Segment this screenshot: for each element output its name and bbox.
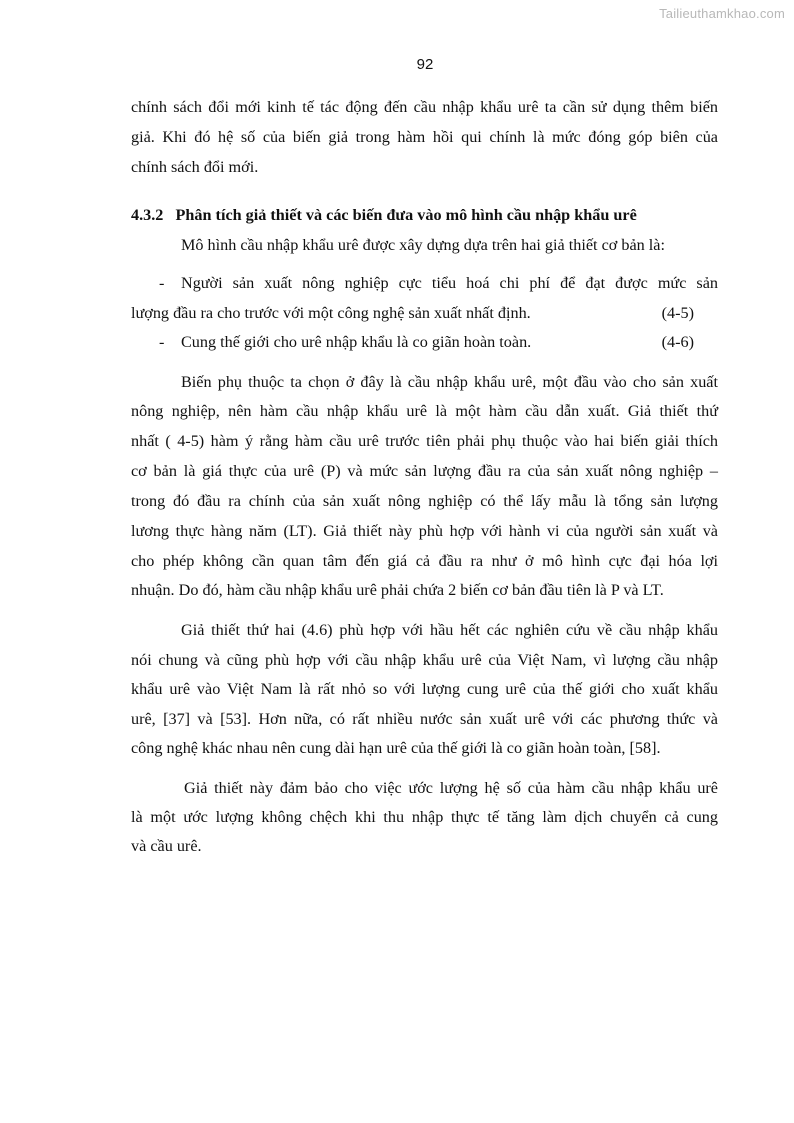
bullet-line [181,332,718,352]
paragraph-line: Biến phụ thuộc ta chọn ở đây là cầu nhập khẩu urê, một đầu vào cho sản xuất [181,373,718,391]
paragraph-line: Giả thiết này đảm bảo cho việc ước lượng hệ số của hàm cầu nhập khẩu urê [184,779,718,797]
paragraph-line: urê, [37] và [53]. Hơn nữa, có rất nhiều nước sản xuất urê với các phương thức và [131,710,718,728]
watermark: Tailieuthamkhao.com [659,6,785,21]
paragraph-line: công nghệ khác nhau nên cung dài hạn urê của thế giới là co giãn hoàn toàn, [58]. [131,739,661,757]
paragraph-line: và cầu urê. [131,837,202,855]
paragraph-line: giả. Khi đó hệ số của biến giả trong hàm hồi qui chính là mức đóng góp biên của [131,128,718,146]
paragraph-line: Giả thiết thứ hai (4.6) phù hợp với hầu hết các nghiên cứu về cầu nhập khẩu [181,621,718,639]
paragraph-line: chính sách đổi mới kinh tế tác động đến cầu nhập khẩu urê ta cần sử dụng thêm biến [131,98,718,116]
page-number: 92 [416,56,434,73]
bullet-text: Cung thế giới cho urê nhập khẩu là co giãn hoàn toàn. [181,333,532,351]
paragraph-line: là một ước lượng không chệch khi thu nhập thực tế tăng làm dịch chuyển cả cung [131,808,718,826]
bullet-line-cont [131,303,718,323]
paragraph-line: nói chung và cũng phù hợp với cầu nhập khẩu urê của Việt Nam, vì lượng cầu nhập [131,651,718,669]
paragraph-line: cho phép không cần quan tâm đến giá cả đầu ra như ở mô hình cực đại hóa lợi [131,552,718,570]
paragraph-line: nông nghiệp, nên hàm cầu nhập khẩu urê là một hàm cầu dẫn xuất. Giả thiết thứ [131,402,718,420]
bullet-line: Người sản xuất nông nghiệp cực tiểu hoá chi phí để đạt được mức sản [181,274,718,292]
paragraph-line: nhất ( 4-5) hàm ý rằng hàm cầu urê trước tiên phải phụ thuộc vào hai biến giải thích [131,432,718,450]
paragraph-line: chính sách đổi mới. [131,158,259,176]
paragraph-line: trong đó đầu ra chính của sản xuất nông nghiệp có thể lấy mẫu là tổng sản lượng [131,492,718,510]
bullet-text: lượng đầu ra cho trước với một công nghệ sản xuất nhất định. [131,304,531,322]
section-heading: 4.3.2 Phân tích giả thiết và các biến đưa vào mô hình cầu nhập khẩu urê [131,206,637,224]
equation-label: (4-5) [661,304,694,322]
paragraph-line: khẩu urê vào Việt Nam là rất nhỏ so với lượng cung urê của thế giới cho xuất khẩu [131,680,718,698]
intro-line: Mô hình cầu nhập khẩu urê được xây dựng dựa trên hai giả thiết cơ bản là: [181,236,665,254]
paragraph-line: lương thực hàng năm (LT). Giả thiết này phù hợp với hành vi của người sản xuất và [131,522,718,540]
bullet-dash: - [159,333,165,351]
equation-label: (4-6) [661,333,694,351]
bullet-dash: - [159,274,165,292]
paragraph-line: nhuận. Do đó, hàm cầu nhập khẩu urê phải chứa 2 biến cơ bản đầu tiên là P và LT. [131,581,664,599]
paragraph-line: cơ bản là giá thực của urê (P) và mức sản lượng đầu ra của sản xuất nông nghiệp – [131,462,718,480]
